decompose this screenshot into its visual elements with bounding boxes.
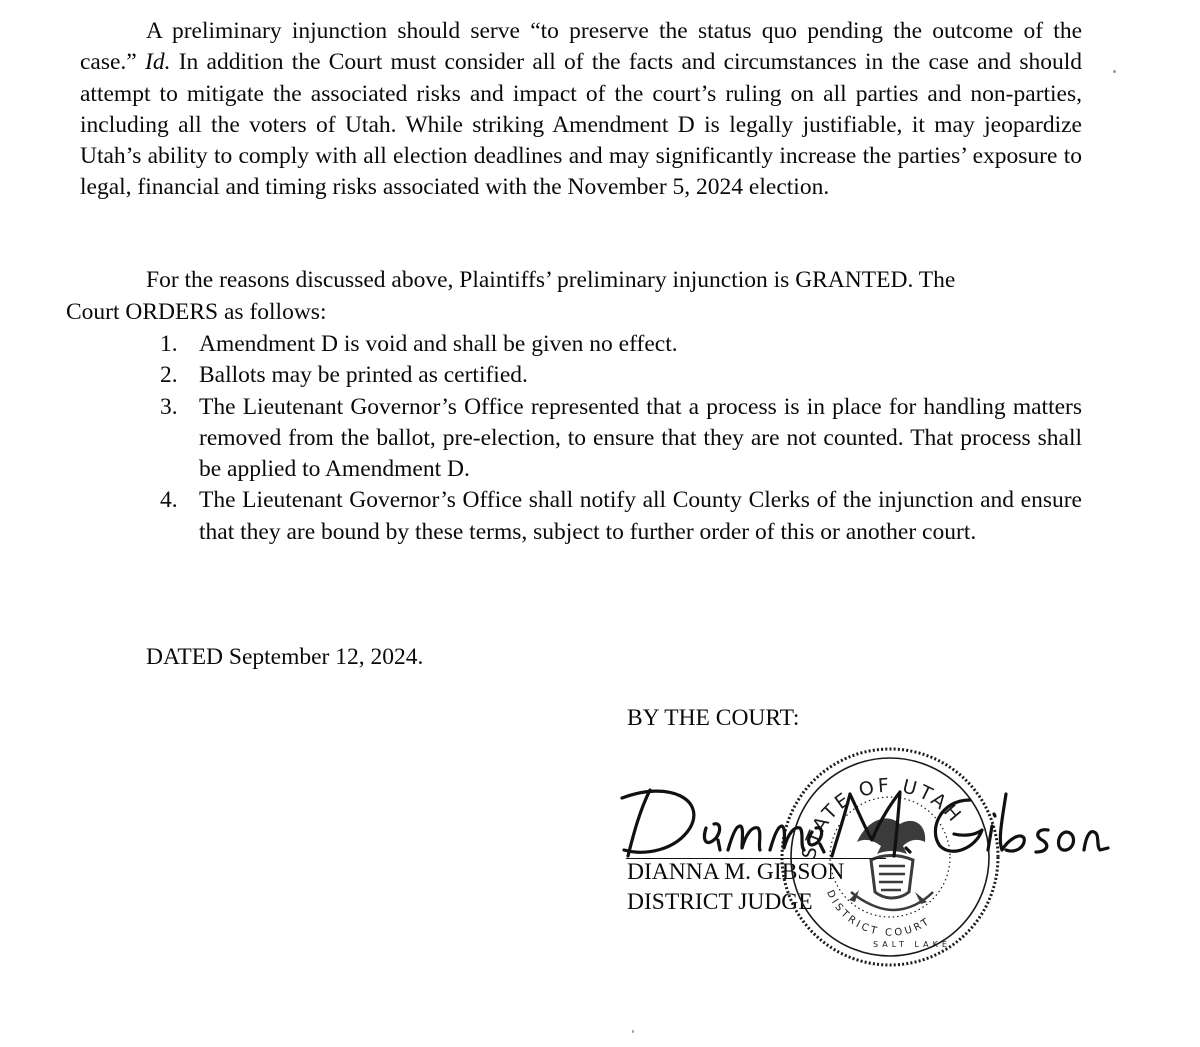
order-item-number: 2. bbox=[160, 362, 178, 389]
order-item bbox=[146, 392, 1082, 486]
order-item-text: Amendment D is void and shall be given no effect. bbox=[199, 331, 678, 357]
judge-name: DIANNA M. GIBSON bbox=[627, 859, 845, 885]
paragraph1-text-a: A preliminary injunction should serve “to preserve the status quo pending the outcome of the case.” bbox=[80, 18, 1082, 76]
paragraph-granted-line2: Court ORDERS as follows: bbox=[66, 299, 327, 325]
paragraph1-text-b: In addition the Court must consider all of the facts and circumstances in the case and should attempt to mitigate the associated risks and impact of the court’s ruling on all parties and non-parties, including all the voters of Utah. While striking Amendment D is legally justifiable, it may jeopardize Utah’s ability to comply with all election deadlines and may significantly increase the parties’ exposure to legal, financial and timing risks associated with the November 5, 2024 election. bbox=[80, 49, 1082, 201]
scan-speck bbox=[632, 1030, 634, 1033]
dated-line: DATED September 12, 2024. bbox=[146, 644, 424, 670]
by-the-court-label: BY THE COURT: bbox=[627, 705, 800, 731]
order-item-text: Ballots may be printed as certified. bbox=[199, 362, 528, 389]
judge-title: DISTRICT JUDGE bbox=[627, 889, 813, 915]
order-item-text: The Lieutenant Governor’s Office represented that a process is in place for handling matters removed from the ballot, pre-election, to ensure that they are not counted. That process shall be applied to Amendment D. bbox=[199, 393, 1082, 483]
paragraph-granted-line1: For the reasons discussed above, Plaintiffs’ preliminary injunction is GRANTED. The bbox=[146, 267, 956, 293]
seal-bottom-text-2: SALT LAKE bbox=[873, 940, 951, 949]
seal-bottom-text: DISTRICT COURT bbox=[824, 888, 934, 939]
order-item bbox=[146, 485, 1082, 548]
scan-speck bbox=[1113, 70, 1116, 73]
signature-line bbox=[626, 858, 886, 859]
order-item-number: 1. bbox=[160, 331, 178, 357]
orders-list bbox=[146, 329, 1082, 548]
judge-signature-icon bbox=[610, 770, 1110, 880]
order-item-number: 3. bbox=[160, 393, 178, 420]
order-item-text: The Lieutenant Governor’s Office shall notify all County Clerks of the injunction and ensure that they are bound by these terms, subject to further order of this or another court. bbox=[199, 487, 1082, 545]
order-item bbox=[146, 329, 1082, 360]
seal-top-text: STATE OF UTAH bbox=[797, 774, 967, 861]
citation-id: Id. bbox=[145, 49, 171, 76]
paragraph-preliminary-injunction-standard bbox=[80, 16, 1082, 204]
order-item-number: 4. bbox=[160, 487, 178, 514]
order-item bbox=[146, 360, 1082, 391]
